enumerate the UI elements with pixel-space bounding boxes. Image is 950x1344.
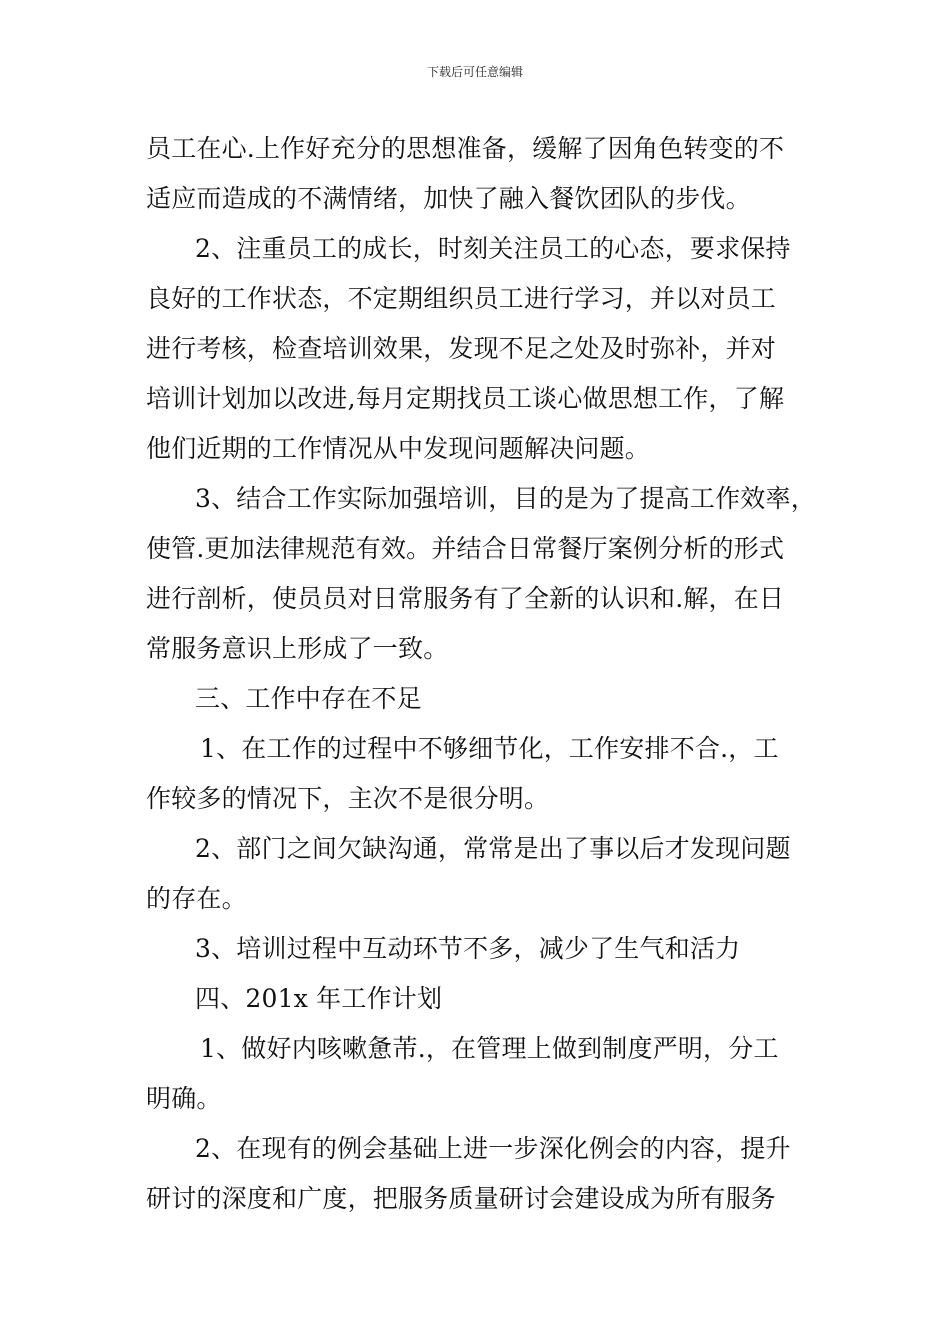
text-line: 的存在。 (146, 884, 247, 913)
text-line: 良好的工作状态，不定期组织员工进行学习，并以对员工 (146, 284, 777, 313)
text-line: 2、在现有的例会基础上进一步深化例会的内容，提升 (195, 1134, 791, 1163)
text-line: 明确。 (146, 1084, 222, 1113)
text-line: 3、结合工作实际加强培训，目的是为了提高工作效率， (195, 484, 816, 513)
text-line: 培训计划加以改进,每月定期找员工谈心做思想工作，了解 (146, 384, 785, 413)
document-body (146, 124, 816, 1224)
section-heading: 四、201x 年工作计划 (195, 984, 443, 1013)
text-line: 1、做好内咳嗽惫芾.，在管理上做到制度严明，分工 (200, 1034, 779, 1063)
text-line: 他们近期的工作情况从中发现问题解决问题。 (146, 434, 651, 463)
text-line: 进行剖析，使员员对日常服务有了全新的认识和.解，在日 (146, 584, 785, 613)
page-header: 下载后可任意编辑 (426, 65, 523, 79)
text-line: 2、注重员工的成长，时刻关注员工的心态，要求保持 (195, 234, 791, 263)
text-line: 2、部门之间欠缺沟通，常常是出了事以后才发现问题 (195, 834, 791, 863)
text-line: 1、在工作的过程中不够细节化，工作安排不合.，工 (200, 734, 779, 763)
text-line: 适应而造成的不满情绪，加快了融入餐饮团队的步伐。 (146, 184, 751, 213)
text-line: 3、培训过程中互动环节不多，减少了生气和活力 (195, 934, 741, 963)
text-line: 常服务意识上形成了一致。 (146, 634, 449, 663)
text-line: 作较多的情况下，主次不是很分明。 (146, 784, 550, 813)
text-line: 研讨的深度和广度，把服务质量研讨会建设成为所有服务 (146, 1184, 777, 1213)
text-line: 进行考核，检查培训效果，发现不足之处及时弥补，并对 (146, 334, 777, 363)
section-heading: 三、工作中存在不足 (195, 684, 422, 713)
text-line: 使管.更加法律规范有效。并结合日常餐厅案例分析的形式 (146, 534, 785, 563)
text-line: 员工在心.上作好充分的思想准备，缓解了因角色转变的不 (146, 134, 785, 163)
